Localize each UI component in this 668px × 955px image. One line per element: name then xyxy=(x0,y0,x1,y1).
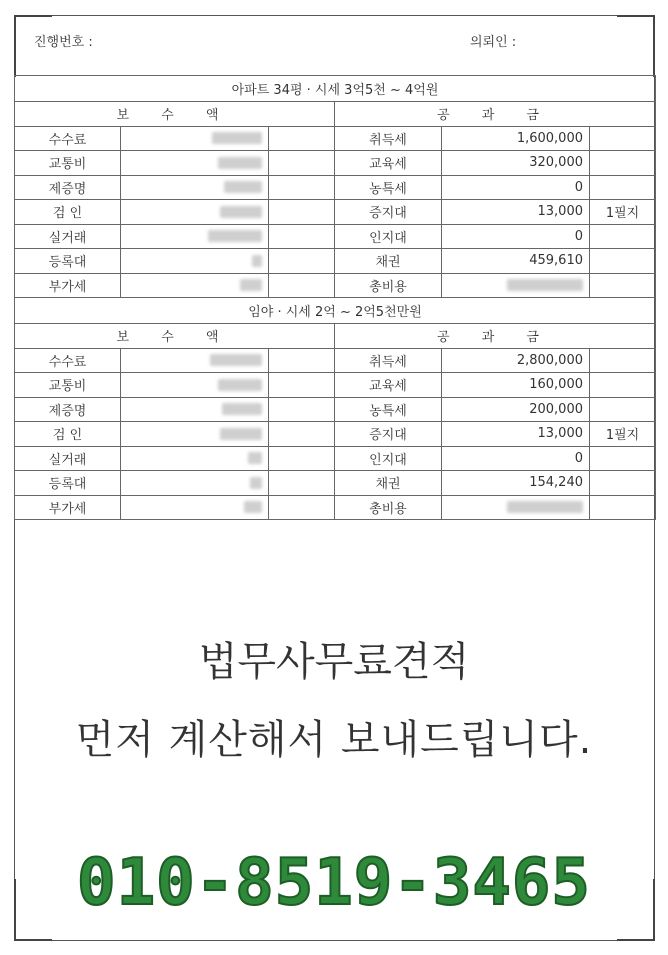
tax-value xyxy=(442,495,590,520)
tax-label: 인지대 xyxy=(335,446,442,471)
table-row xyxy=(15,446,656,471)
fee-note xyxy=(269,348,335,373)
promo-headline: 법무사무료견적 xyxy=(198,639,470,685)
tax-label: 농특세 xyxy=(335,175,442,200)
fee-header-text: 보 수 액 xyxy=(116,108,233,124)
client-label: 의뢰인 : xyxy=(470,35,517,50)
tax-note xyxy=(590,471,656,496)
table-row xyxy=(15,373,656,398)
fee-value-redacted xyxy=(121,151,269,176)
tax-note xyxy=(590,126,656,151)
fee-label: 검 인 xyxy=(15,200,121,225)
fee-label: 등록대 xyxy=(15,471,121,496)
fee-value-redacted xyxy=(121,348,269,373)
fee-note xyxy=(269,224,335,249)
table-row xyxy=(15,348,656,373)
tax-label: 농특세 xyxy=(335,397,442,422)
tax-label: 교육세 xyxy=(335,373,442,398)
tax-label: 채권 xyxy=(335,471,442,496)
section-title: 임야 · 시세 2억 ~ 2억5천만원 xyxy=(15,298,656,324)
table-row xyxy=(15,495,656,520)
fee-label: 제증명 xyxy=(15,397,121,422)
fee-value-redacted xyxy=(121,373,269,398)
table-row xyxy=(15,397,656,422)
fee-label: 부가세 xyxy=(15,495,121,520)
tax-value: 2,800,000 xyxy=(442,348,590,373)
fee-value-redacted xyxy=(121,495,269,520)
column-header-row xyxy=(15,102,656,127)
fee-label: 실거래 xyxy=(15,446,121,471)
phone-number[interactable]: 010-8519-3465 xyxy=(77,846,591,920)
table-row xyxy=(15,249,656,274)
table-row xyxy=(15,273,656,298)
fee-note xyxy=(269,495,335,520)
tax-value: 459,610 xyxy=(442,249,590,274)
fee-note xyxy=(269,373,335,398)
tax-value: 320,000 xyxy=(442,151,590,176)
tax-label: 취득세 xyxy=(335,348,442,373)
tax-header-text: 공 과 금 xyxy=(437,108,553,124)
fee-value-redacted xyxy=(121,471,269,496)
tax-header xyxy=(335,324,656,349)
fee-note xyxy=(269,273,335,298)
fee-note xyxy=(269,446,335,471)
tax-note: 1필지 xyxy=(590,422,656,447)
tax-value: 154,240 xyxy=(442,471,590,496)
tax-value: 13,000 xyxy=(442,200,590,225)
fee-label: 부가세 xyxy=(15,273,121,298)
fee-label: 실거래 xyxy=(15,224,121,249)
tax-label: 취득세 xyxy=(335,126,442,151)
section-title: 아파트 34평 · 시세 3억5천 ~ 4억원 xyxy=(15,76,656,102)
fee-note xyxy=(269,471,335,496)
fee-value-redacted xyxy=(121,446,269,471)
tax-note xyxy=(590,273,656,298)
fee-note xyxy=(269,422,335,447)
fee-note xyxy=(269,249,335,274)
fee-value-redacted xyxy=(121,200,269,225)
fee-note xyxy=(269,200,335,225)
section-title-row xyxy=(15,76,656,102)
tax-note xyxy=(590,224,656,249)
fee-note xyxy=(269,397,335,422)
table-row xyxy=(15,200,656,225)
tax-note xyxy=(590,151,656,176)
tax-label: 인지대 xyxy=(335,224,442,249)
tax-header xyxy=(335,102,656,127)
fee-label: 제증명 xyxy=(15,175,121,200)
corner-mark-top-right xyxy=(617,15,655,77)
fee-header-text: 보 수 액 xyxy=(116,330,233,346)
fee-value-redacted xyxy=(121,126,269,151)
fee-label: 수수료 xyxy=(15,348,121,373)
section-title-row xyxy=(15,298,656,324)
fee-note xyxy=(269,126,335,151)
table-row xyxy=(15,422,656,447)
tax-note xyxy=(590,397,656,422)
promo-subline: 먼저 계산해서 보내드립니다. xyxy=(75,717,593,763)
tax-value xyxy=(442,273,590,298)
tax-note xyxy=(590,348,656,373)
tax-value: 0 xyxy=(442,446,590,471)
fee-value-redacted xyxy=(121,397,269,422)
column-header-row xyxy=(15,324,656,349)
fee-note xyxy=(269,175,335,200)
fee-value-redacted xyxy=(121,249,269,274)
table-row xyxy=(15,175,656,200)
tax-value: 160,000 xyxy=(442,373,590,398)
fee-value-redacted xyxy=(121,175,269,200)
tax-label: 채권 xyxy=(335,249,442,274)
fee-label: 교통비 xyxy=(15,373,121,398)
case-number-label: 진행번호 : xyxy=(34,35,93,50)
tax-value: 13,000 xyxy=(442,422,590,447)
fee-value-redacted xyxy=(121,422,269,447)
tax-note xyxy=(590,373,656,398)
tax-label: 총비용 xyxy=(335,495,442,520)
tax-header-text: 공 과 금 xyxy=(437,330,553,346)
fee-label: 수수료 xyxy=(15,126,121,151)
tax-value: 0 xyxy=(442,175,590,200)
tax-note xyxy=(590,249,656,274)
tax-label: 총비용 xyxy=(335,273,442,298)
fee-value-redacted xyxy=(121,224,269,249)
fee-label: 교통비 xyxy=(15,151,121,176)
fee-header xyxy=(15,102,335,127)
tax-note xyxy=(590,446,656,471)
tax-value: 1,600,000 xyxy=(442,126,590,151)
tax-label: 교육세 xyxy=(335,151,442,176)
tax-value: 200,000 xyxy=(442,397,590,422)
tax-note: 1필지 xyxy=(590,200,656,225)
fee-label: 검 인 xyxy=(15,422,121,447)
table-row xyxy=(15,224,656,249)
tax-value: 0 xyxy=(442,224,590,249)
table-row xyxy=(15,471,656,496)
tax-note xyxy=(590,495,656,520)
tax-note xyxy=(590,175,656,200)
fee-value-redacted xyxy=(121,273,269,298)
tax-label: 증지대 xyxy=(335,422,442,447)
fee-note xyxy=(269,151,335,176)
estimate-tables xyxy=(14,75,655,520)
table-row xyxy=(15,151,656,176)
estimate-table xyxy=(14,75,656,520)
tax-label: 증지대 xyxy=(335,200,442,225)
fee-label: 등록대 xyxy=(15,249,121,274)
fee-header xyxy=(15,324,335,349)
table-row xyxy=(15,126,656,151)
